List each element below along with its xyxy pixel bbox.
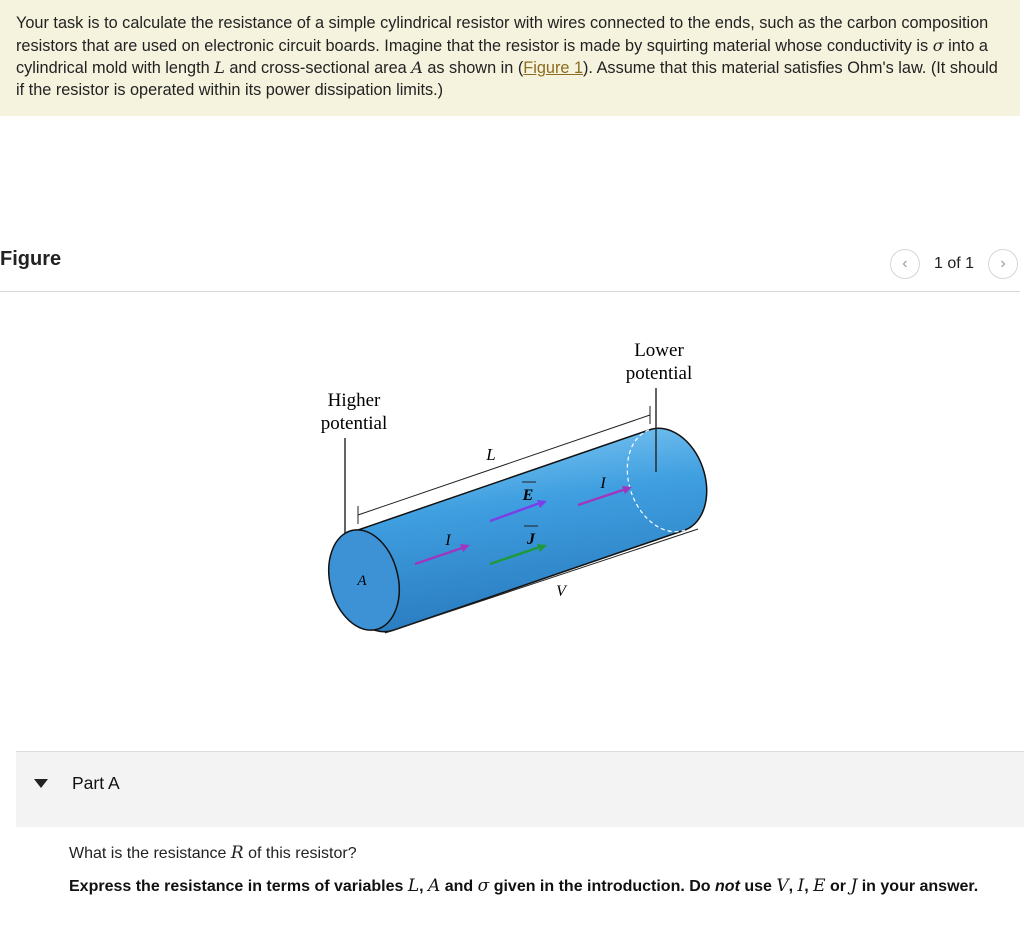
ins-c3: , — [788, 878, 798, 895]
ins-c4: , — [804, 878, 814, 895]
ins-var-L: L — [407, 876, 420, 896]
figure-heading: Figure — [0, 248, 62, 270]
ins-c5: or — [825, 878, 851, 895]
ins-c1: , — [419, 878, 429, 895]
e-field-label: E — [522, 487, 534, 504]
ins-var-V: V — [776, 876, 789, 896]
resistance-symbol: R — [230, 843, 244, 863]
current-label-right: I — [600, 475, 606, 492]
resistor-figure — [300, 330, 720, 650]
ins-not: not — [715, 878, 740, 895]
sigma-symbol: σ — [932, 35, 944, 55]
ins-d: in your answer. — [857, 878, 979, 895]
ins-var-I: I — [797, 876, 805, 896]
next-figure-button[interactable] — [988, 249, 1018, 279]
question-post: of this resistor? — [243, 845, 357, 862]
higher-label-line1: Higher — [327, 390, 381, 411]
intro-text-4: as shown in ( — [422, 59, 524, 78]
length-symbol: L — [214, 58, 225, 78]
area-symbol: A — [411, 58, 423, 78]
ins-var-J: J — [850, 876, 858, 896]
part-a-label: Part A — [72, 773, 120, 793]
intro-text-2: into a cylindrical mold with length — [16, 36, 988, 78]
problem-introduction — [0, 0, 1020, 116]
figure-pager — [890, 249, 1018, 279]
part-a-header[interactable] — [16, 751, 1024, 827]
intro-text-5: ). Assume that this material satisfies Ohm's law. (It should if the resistor is operated within its power dissipation limits.) — [16, 59, 998, 99]
ins-var-sigma: σ — [477, 876, 490, 896]
answer-instructions — [69, 876, 1019, 898]
lower-label-line2: potential — [625, 363, 693, 384]
ins-c: use — [739, 878, 777, 895]
prev-figure-button[interactable] — [890, 249, 920, 279]
figure-counter: 1 of 1 — [933, 255, 974, 272]
area-label: A — [357, 573, 367, 589]
current-label-left: I — [445, 532, 451, 549]
ins-a: Express the resistance in terms of variables — [69, 878, 408, 895]
j-label: J — [527, 531, 535, 548]
chevron-right-icon: › — [1000, 255, 1006, 272]
question-text — [69, 843, 357, 863]
higher-label-line2: potential — [320, 413, 388, 434]
ins-c2: and — [440, 878, 478, 895]
intro-text-3: and cross-sectional area — [224, 59, 412, 78]
figure-1-link[interactable]: Figure 1 — [523, 59, 583, 78]
chevron-left-icon: ‹ — [902, 255, 908, 272]
figure-divider — [0, 291, 1020, 292]
ins-var-A: A — [428, 876, 441, 896]
length-label: L — [486, 445, 496, 464]
ins-b: given in the introduction. Do — [489, 878, 716, 895]
lower-label-line1: Lower — [634, 340, 684, 361]
caret-down-icon[interactable] — [34, 779, 48, 788]
intro-text-1: Your task is to calculate the resistance of a simple cylindrical resistor with wires connected to the ends, such as the carbon composition resistors that are used on electronic circuit boards. Imagine that the resistor is made by squirting material whose conductivity is — [16, 14, 989, 55]
voltage-label: V — [556, 583, 566, 600]
question-pre: What is the resistance — [69, 845, 231, 862]
ins-var-E: E — [813, 876, 826, 896]
resistor-diagram — [300, 330, 720, 650]
